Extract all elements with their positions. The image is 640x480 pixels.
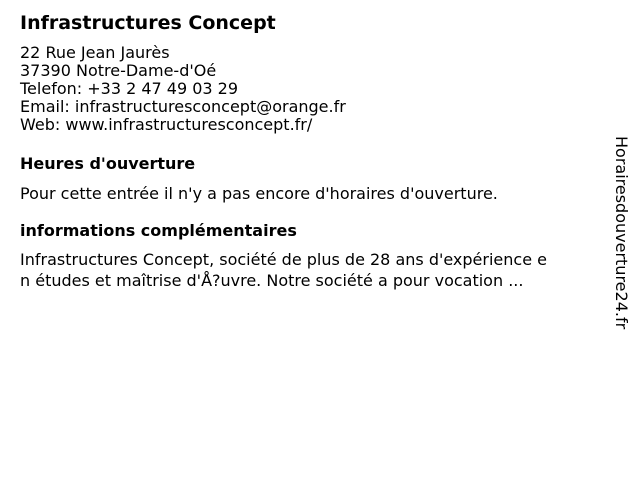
site-brand-text: Horairesdouverture24.fr [612, 136, 631, 330]
contact-block [20, 44, 600, 134]
street-address: 22 Rue Jean Jaurès [20, 43, 170, 62]
additional-info-line-2: n études et maîtrise d'Å?uvre. Notre société a pour vocation ... [20, 271, 524, 290]
site-brand-vertical [602, 136, 640, 344]
city-postal: 37390 Notre-Dame-d'Oé [20, 61, 217, 80]
business-name: Infrastructures Concept [20, 12, 276, 34]
opening-hours-heading: Heures d'ouverture [20, 154, 196, 173]
phone-number[interactable]: Telefon: +33 2 47 49 03 29 [20, 79, 239, 98]
website-link[interactable]: Web: www.infrastructuresconcept.fr/ [20, 115, 313, 134]
additional-info-heading: informations complémentaires [20, 221, 297, 240]
email-link[interactable]: Email: infrastructuresconcept@orange.fr [20, 97, 346, 116]
opening-hours-text: Pour cette entrée il n'y a pas encore d'horaires d'ouverture. [20, 184, 498, 203]
listing-content [20, 10, 600, 291]
additional-info-text [20, 249, 600, 291]
additional-info-line-1: Infrastructures Concept, société de plus de 28 ans d'expérience e [20, 250, 547, 269]
